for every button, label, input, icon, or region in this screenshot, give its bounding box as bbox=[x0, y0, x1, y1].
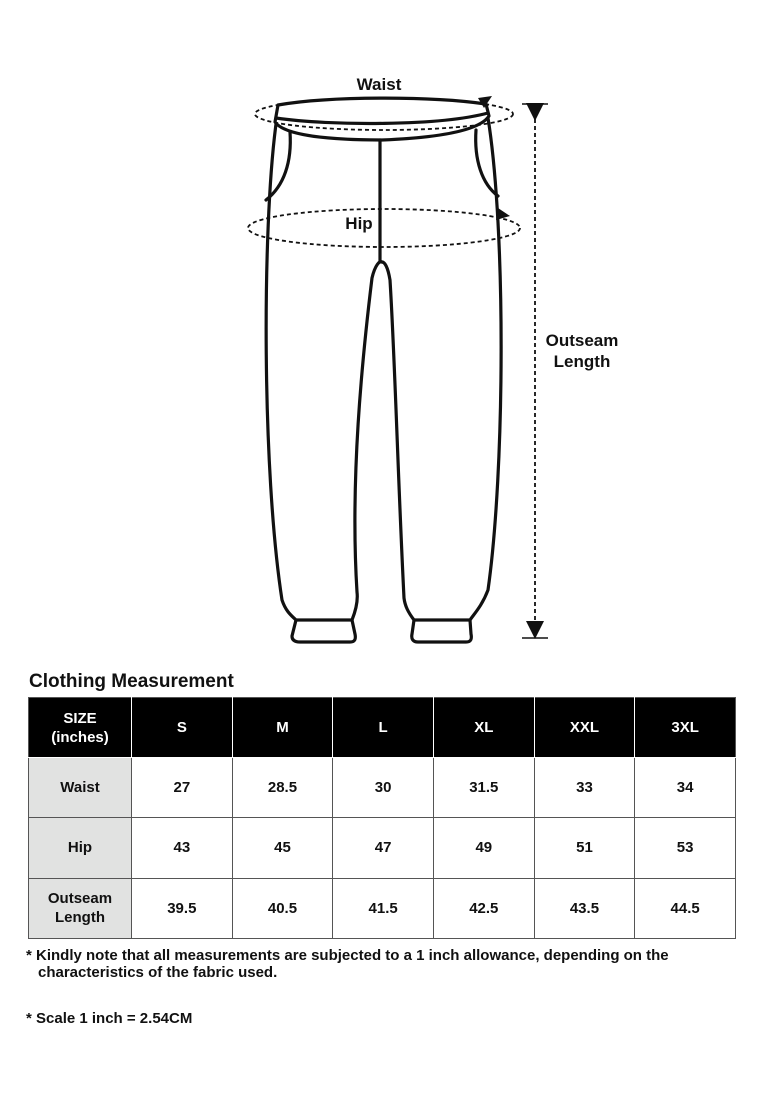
table-row bbox=[29, 818, 736, 878]
row-label-hip: Hip bbox=[29, 818, 132, 878]
size-header: XL bbox=[433, 698, 534, 758]
size-column-header: SIZE (inches) bbox=[29, 698, 132, 758]
left-cuff bbox=[292, 620, 355, 642]
size-header: XXL bbox=[534, 698, 635, 758]
allowance-note-line2: characteristics of the fabric used. bbox=[38, 964, 278, 981]
table-cell: 33 bbox=[534, 758, 635, 818]
table-cell: 40.5 bbox=[232, 878, 333, 938]
waistband-inner-line bbox=[276, 113, 488, 123]
right-cuff bbox=[412, 620, 472, 642]
table-cell: 49 bbox=[433, 818, 534, 878]
pants-outline bbox=[266, 98, 501, 642]
size-chart-table bbox=[28, 697, 736, 939]
table-cell: 30 bbox=[333, 758, 434, 818]
table-cell: 43 bbox=[132, 818, 233, 878]
hip-label: Hip bbox=[345, 214, 373, 233]
table-header-row bbox=[29, 698, 736, 758]
outseam-label-line2: Length bbox=[553, 352, 611, 371]
size-header: 3XL bbox=[635, 698, 736, 758]
outseam-label-line1: Outseam bbox=[545, 331, 619, 350]
hip-measure-ellipse bbox=[248, 209, 520, 247]
waist-label: Waist bbox=[356, 75, 402, 94]
table-cell: 41.5 bbox=[333, 878, 434, 938]
table-cell: 53 bbox=[635, 818, 736, 878]
table-cell: 39.5 bbox=[132, 878, 233, 938]
table-row bbox=[29, 758, 736, 818]
table-cell: 27 bbox=[132, 758, 233, 818]
table-row bbox=[29, 878, 736, 938]
size-header: M bbox=[232, 698, 333, 758]
table-cell: 45 bbox=[232, 818, 333, 878]
table-cell: 31.5 bbox=[433, 758, 534, 818]
table-cell: 44.5 bbox=[635, 878, 736, 938]
table-cell: 28.5 bbox=[232, 758, 333, 818]
row-label-outseam: Outseam Length bbox=[29, 878, 132, 938]
table-cell: 51 bbox=[534, 818, 635, 878]
table-cell: 47 bbox=[333, 818, 434, 878]
right-leg-outline bbox=[382, 118, 501, 620]
size-header: L bbox=[333, 698, 434, 758]
table-cell: 42.5 bbox=[433, 878, 534, 938]
table-cell: 34 bbox=[635, 758, 736, 818]
left-leg-outline bbox=[266, 124, 382, 620]
allowance-note-line1: * Kindly note that all measurements are subjected to a 1 inch allowance, depending on the bbox=[26, 947, 669, 964]
row-label-waist: Waist bbox=[29, 758, 132, 818]
scale-note: * Scale 1 inch = 2.54CM bbox=[26, 1010, 193, 1027]
table-cell: 43.5 bbox=[534, 878, 635, 938]
allowance-note bbox=[26, 947, 726, 981]
section-title: Clothing Measurement bbox=[29, 671, 234, 692]
hip-arrow-icon bbox=[496, 208, 510, 220]
size-header: S bbox=[132, 698, 233, 758]
